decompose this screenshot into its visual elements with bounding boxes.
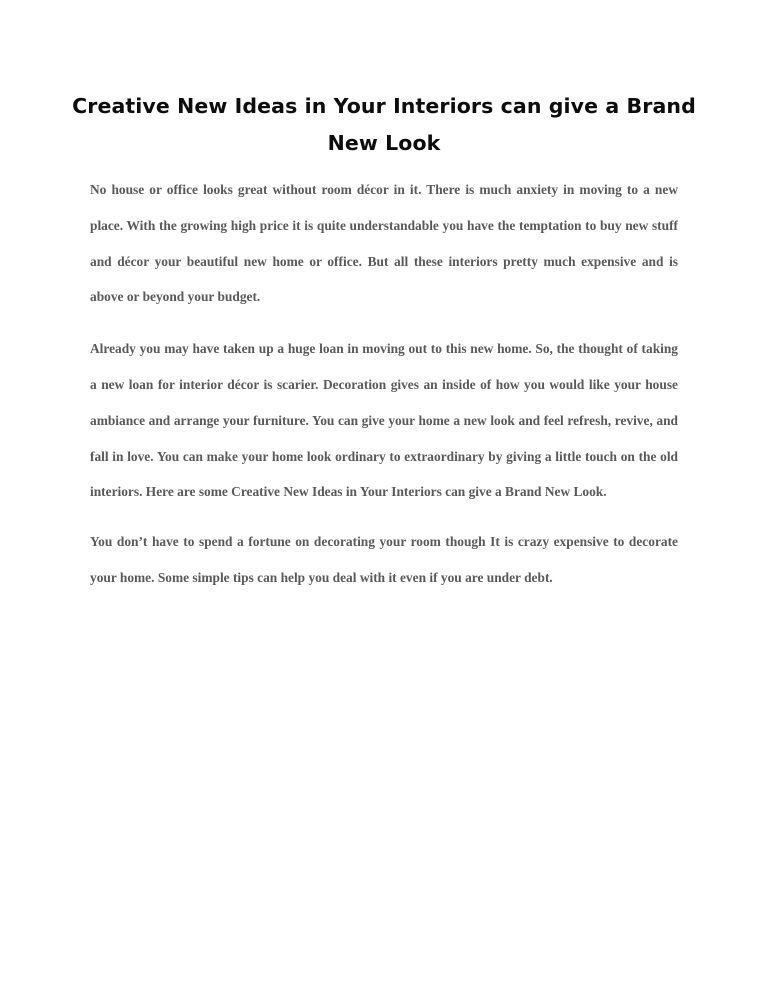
document-title: Creative New Ideas in Your Interiors can give a Brand New Look [72,94,696,155]
paragraph-3: You don’t have to spend a fortune on decorating your room though It is crazy expensive to decorate your home. Some simple tips can help you deal with it even if you are under debt. [90,534,678,585]
paragraph-2: Already you may have taken up a huge loan in moving out to this new home. So, the thought of taking a new loan for interior décor is scarier. Decoration gives an inside of how you would like your house ambiance and arrange your furniture. You can give your home a new look and feel refresh, revive, and fall in love. You can make your home look ordinary to extraordinary by giving a little touch on the old interiors. Here are some Creative New Ideas in Your Interiors can give a Brand New Look. [90,341,678,500]
paragraph-1: No house or office looks great without room décor in it. There is much anxiety in moving to a new place. With the growing high price it is quite understandable you have the temptation to buy new stuff and décor your beautiful new home or office. But all these interiors pretty much expensive and is above or beyond your budget. [90,182,678,305]
document-body [90,172,678,596]
